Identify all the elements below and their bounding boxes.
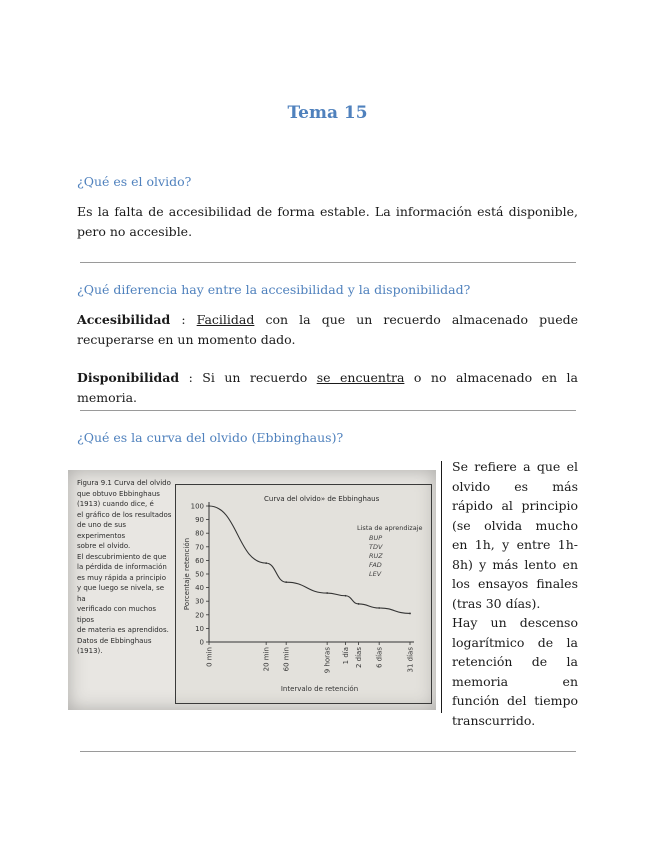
underlined-se-encuentra: se encuentra: [316, 370, 405, 385]
caption-line: verificado con muchos tipos: [77, 605, 157, 624]
legend-item: BUP: [369, 534, 383, 542]
legend-item: TDV: [369, 543, 383, 551]
separator: :: [170, 312, 197, 327]
page-title: Tema 15: [287, 103, 368, 123]
question-curva-olvido: ¿Qué es la curva del olvido (Ebbinghaus)?: [77, 430, 344, 445]
y-tick-label: 10: [195, 624, 204, 633]
caption-line: de materia es aprendidos.: [77, 626, 169, 634]
caption-line: sobre el olvido.: [77, 542, 131, 550]
definition-accesibilidad: [77, 310, 578, 349]
divider: [80, 410, 576, 411]
ebbinghaus-figure: [68, 470, 436, 710]
answer-olvido: Es la falta de accesibilidad de forma estable. La información está disponible, pero no accesible.: [77, 204, 578, 239]
divider: [80, 751, 576, 752]
legend-item: LEV: [369, 570, 382, 578]
question-diferencia: ¿Qué diferencia hay entre la accesibilidad y la disponibilidad?: [77, 282, 471, 297]
definition-disponibilidad-lead: : Si un recuerdo: [179, 370, 317, 385]
y-tick-label: 80: [195, 529, 204, 538]
definition-accesibilidad-text: con la que un recuerdo almacenado puede recuperarse en un momento dado.: [77, 312, 578, 347]
x-tick-label: 1 día: [342, 647, 351, 665]
caption-line: que obtuvo Ebbinghaus: [77, 489, 160, 498]
legend-item: RUZ: [369, 552, 383, 560]
y-tick-label: 90: [195, 516, 204, 525]
caption-line: el gráfico de los resultados: [77, 510, 172, 519]
y-tick-label: 40: [195, 584, 204, 593]
x-tick-label: 2 días: [355, 647, 364, 669]
side-explanation-2: Hay un descenso logarítmico de la retención de la memoria en función del tiempo transcurrido.: [452, 615, 578, 728]
y-tick-label: 100: [190, 502, 204, 511]
side-explanation-1: Se refiere a que el olvido es más rápido al principio (se olvida mucho en 1h, y entre 1h-8h) y más lento en los ensayos finales (tras 30 días).: [452, 459, 578, 611]
column-rule: [441, 461, 442, 713]
y-tick-label: 30: [195, 597, 204, 606]
scan-shadow: [68, 470, 436, 710]
question-olvido: ¿Qué es el olvido?: [77, 174, 192, 189]
y-tick-label: 50: [195, 570, 204, 579]
y-tick-label: 0: [199, 638, 204, 647]
caption-line: y que luego se nivela, se ha: [77, 584, 165, 603]
y-tick-label: 20: [195, 611, 204, 620]
x-tick-label: 31 días: [406, 647, 415, 673]
divider: [80, 262, 576, 263]
x-tick-label: 20 min: [262, 647, 271, 672]
x-tick-label: 60 min: [282, 647, 291, 672]
x-tick-label: 0 min: [205, 647, 214, 667]
caption-line: Figura 9.1 Curva del olvido: [77, 479, 171, 487]
x-tick-label: 9 horas: [323, 647, 332, 674]
x-axis-label: Intervalo de retención: [280, 685, 359, 693]
x-tick-label: 6 días: [375, 647, 384, 669]
term-disponibilidad: Disponibilidad: [77, 370, 180, 385]
definition-disponibilidad: [77, 368, 578, 407]
term-accesibilidad: Accesibilidad: [77, 312, 171, 327]
caption-line: Datos de Ebbinghaus (1913).: [77, 636, 152, 655]
definition-disponibilidad-text: o no almacenado en la memoria.: [77, 370, 578, 405]
caption-line: es muy rápida a principio: [77, 573, 166, 582]
legend-title: Lista de aprendizaje: [357, 524, 423, 532]
caption-line: la pérdida de información: [77, 563, 167, 571]
underlined-facilidad: Facilidad: [196, 312, 255, 327]
caption-line: (1913) cuando dice, é: [77, 500, 154, 508]
caption-line: El descubrimiento de que: [77, 552, 167, 561]
chart-title: Curva del olvido» de Ebbinghaus: [264, 495, 380, 503]
legend-item: FAD: [369, 561, 382, 569]
y-tick-label: 70: [195, 543, 204, 552]
y-axis-label: Porcentaje retención: [183, 537, 191, 611]
caption-line: de uno de sus experimentos: [77, 521, 127, 540]
y-tick-label: 60: [195, 556, 204, 565]
